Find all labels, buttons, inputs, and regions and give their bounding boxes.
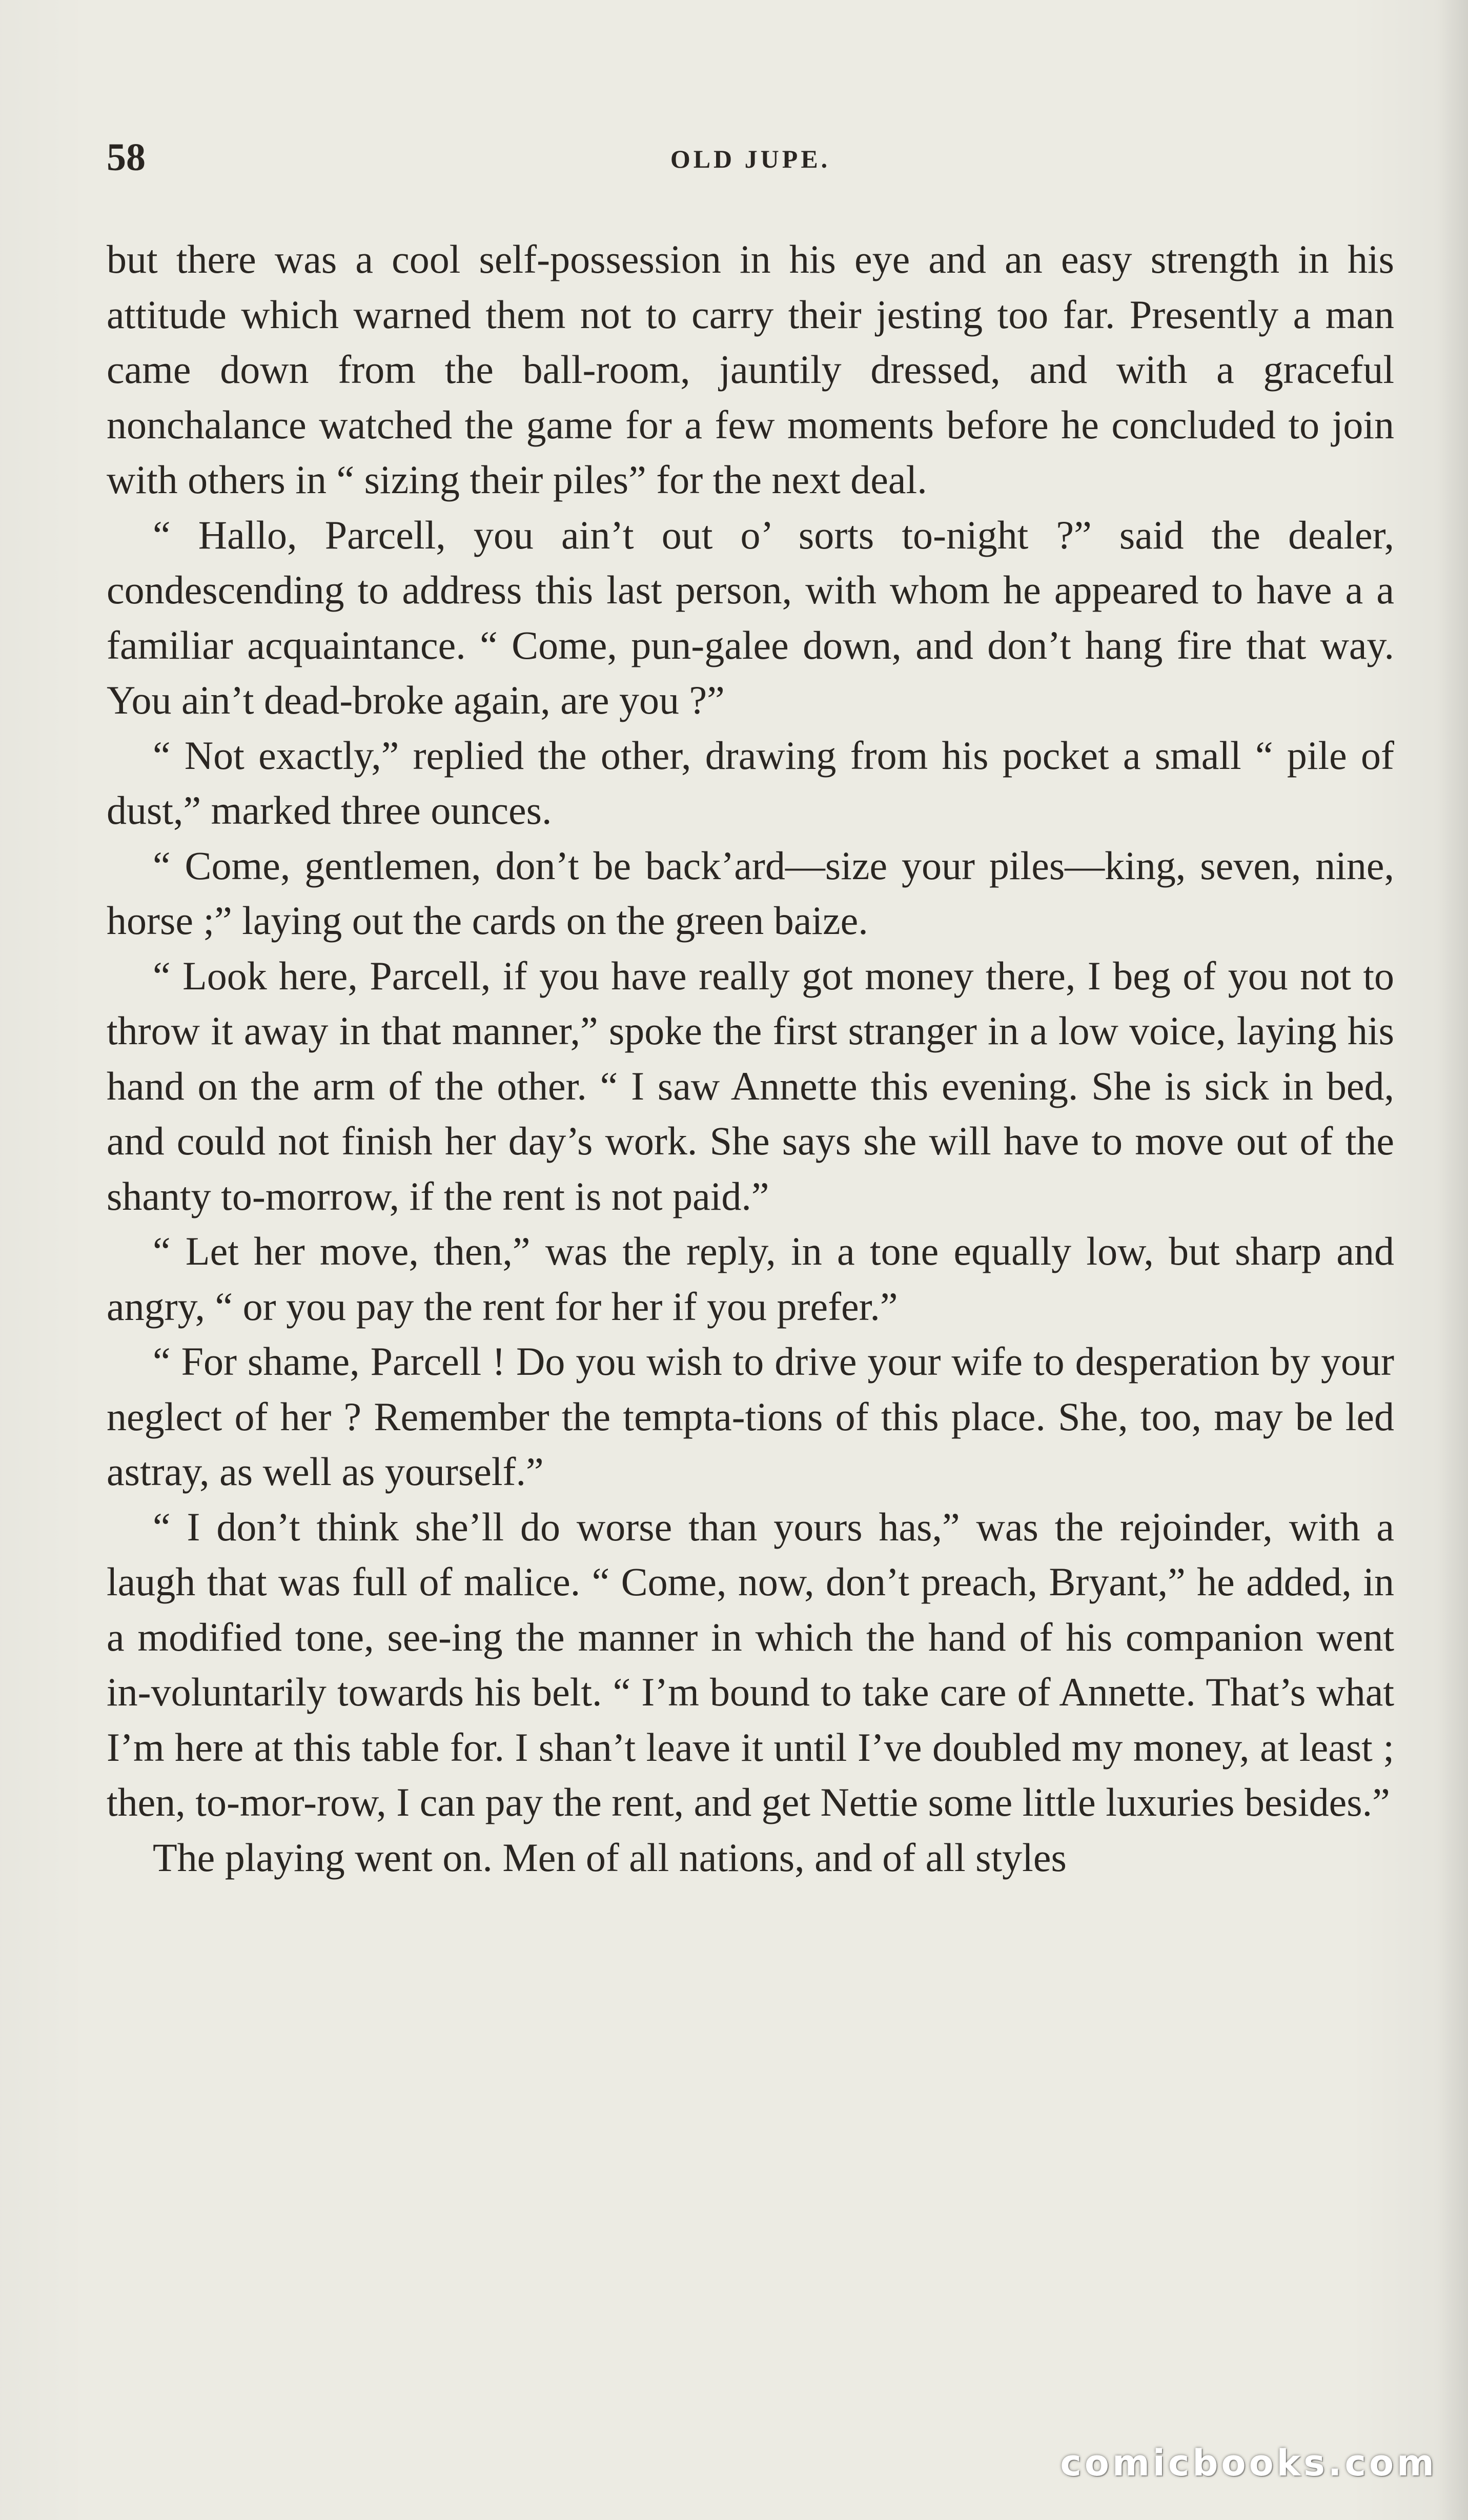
page-header [107, 134, 1394, 180]
paragraph: “ Look here, Parcell, if you have really got money there, I beg of you not to throw it away in that manner,” spoke the first stranger in a low voice, laying his hand on the arm of the other. “ I saw Annette this evening. She is sick in bed, and could not finish her day’s work. She says she will have to move out of the shanty to-morrow, if the rent is not paid.” [107, 953, 1394, 1218]
body-text [107, 232, 1394, 1885]
paragraph: The playing went on. Men of all nations, and of all styles [153, 1835, 1067, 1880]
paragraph: “ Hallo, Parcell, you ain’t out o’ sorts to-night ?” said the dealer, condescending to address this last person, with whom he appeared to have a a familiar acquaintance. “ Come, pun-galee down, and don’t hang fire that way. You ain’t dead-broke again, are you ?” [107, 512, 1394, 722]
running-head: OLD JUPE. [670, 145, 831, 173]
page-gutter-shadow [1437, 0, 1468, 2520]
paragraph: “ For shame, Parcell ! Do you wish to drive your wife to desperation by your neglect of her ? Remember the tempta-tions of this place. She, too, may be led astray, as well as yourself.” [107, 1339, 1394, 1494]
paragraph-continued: but there was a cool self-possession in his eye and an easy strength in his attitude which warned them not to carry their jesting too far. Presently a man came down from the ball-room, jauntily dressed, and with a graceful nonchalance watched the game for a few moments before he concluded to join with others in “ sizing their piles” for the next deal. [107, 237, 1394, 502]
watermark: comicbooks.com [1060, 2442, 1437, 2484]
page-number: 58 [107, 136, 146, 179]
paragraph: “ Not exactly,” replied the other, drawing from his pocket a small “ pile of dust,” marked three ounces. [107, 733, 1394, 832]
paragraph: “ Let her move, then,” was the reply, in a tone equally low, but sharp and angry, “ or you pay the rent for her if you prefer.” [107, 1229, 1394, 1329]
paragraph: “ I don’t think she’ll do worse than yours has,” was the rejoinder, with a laugh that was full of malice. “ Come, now, don’t preach, Bryant,” he added, in a modified tone, see-ing the manner in which the hand of his companion went in-voluntarily towards his belt. “ I’m bound to take care of Annette. That’s what I’m here at this table for. I shan’t leave it until I’ve doubled my money, at least ; then, to-mor-row, I can pay the rent, and get Nettie some little luxuries besides.” [107, 1504, 1394, 1824]
paragraph: “ Come, gentlemen, don’t be back’ard—size your piles—king, seven, nine, horse ;” laying out the cards on the green baize. [107, 843, 1394, 943]
